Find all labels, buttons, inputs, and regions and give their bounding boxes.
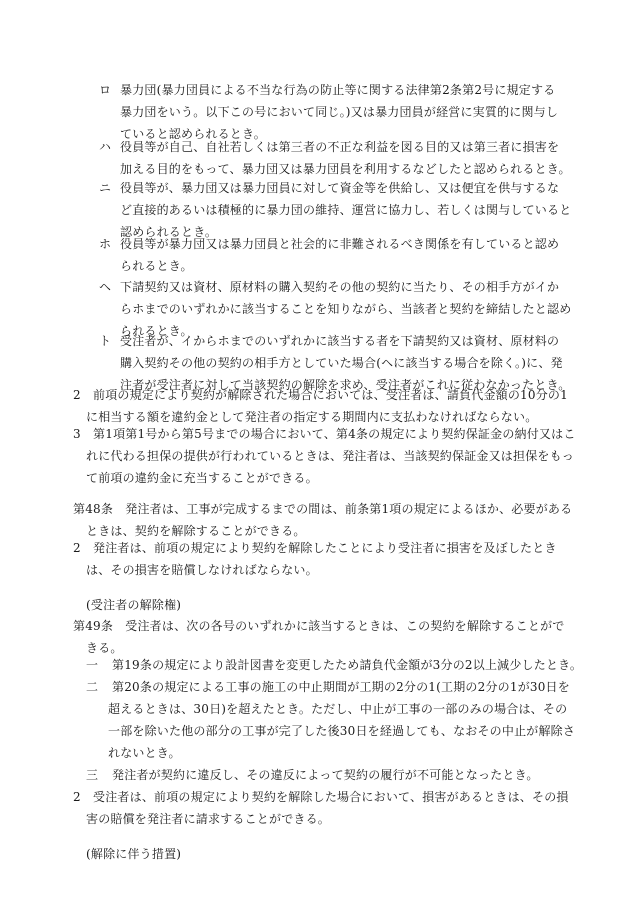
item-text-line: 発注者が契約に違反し、その違反によって契約の履行が不可能となったとき。	[112, 768, 539, 782]
item-text-line: 受注者が、イからホまでのいずれかに該当する者を下請契約又は資材、原材料の	[120, 334, 560, 348]
article-line: 第49条 受注者は、次の各号のいずれかに該当するときは、この契約を解除することがで	[73, 619, 565, 633]
paragraph-line: 害の賠償を発注者に請求することができる。	[86, 812, 331, 826]
item-label: ホ	[99, 237, 112, 251]
item-label: ニ	[99, 181, 112, 195]
item-text-line: 暴力団をいう。以下この号において同じ。)又は暴力団員が経営に実質的に関与し	[120, 105, 559, 119]
item-label: 一	[86, 658, 99, 672]
item-text-line: 一部を除いた他の部分の工事が完了した後30日を経過しても、なおその中止が解除さ	[108, 724, 576, 738]
paragraph-line: 2 発注者は、前項の規定により契約を解除したことにより受注者に損害を及ぼしたとき	[73, 541, 557, 555]
item-label: ロ	[99, 83, 112, 97]
item-text-line: 注者が受注者に対して当該契約の解除を求め、受注者がこれに従わなかったとき。	[120, 378, 571, 392]
paragraph-line: 2 受注者は、前項の規定により契約を解除した場合において、損害があるときは、その損	[73, 790, 569, 804]
item-label: 三	[86, 768, 99, 782]
item-text-line: 加える目的をもって、暴力団又は暴力団員を利用するなどしたと認められるとき。	[120, 162, 571, 176]
item-text-line: 暴力団(暴力団員による不当な行為の防止等に関する法律第2条第2号に規定する	[120, 83, 556, 97]
item-label: 二	[86, 680, 99, 694]
article-line: きる。	[86, 641, 123, 655]
item-text-line: 役員等が自己、自社若しくは第三者の不正な利益を図る目的又は第三者に損害を	[120, 140, 560, 154]
item-text-line: らホまでのいずれかに該当することを知りながら、当該者と契約を締結したと認め	[120, 302, 572, 316]
item-text-line: ど直接的あるいは積極的に暴力団の維持、運営に協力し、若しくは関与していると	[120, 203, 572, 217]
paragraph-line: に相当する額を違約金として発注者の指定する期間内に支払わなければならない。	[86, 410, 538, 424]
item-text-line: 役員等が暴力団又は暴力団員と社会的に非難されるべき関係を有していると認め	[120, 237, 560, 251]
section-heading: (解除に伴う措置)	[86, 847, 182, 861]
item-text-line: れないとき。	[108, 746, 181, 760]
item-text-line: 役員等が、暴力団又は暴力団員に対して資金等を供給し、又は便宜を供与するな	[120, 181, 560, 195]
item-label: ト	[99, 334, 112, 348]
item-text-line: 認められるとき。	[120, 225, 218, 239]
article-line: 第48条 発注者は、工事が完成するまでの間は、前条第1項の規定によるほか、必要がある	[73, 502, 573, 516]
item-text-line: ていると認められるとき。	[120, 127, 266, 141]
item-label: ハ	[99, 140, 112, 154]
article-line: ときは、契約を解除することができる。	[86, 524, 306, 538]
item-text-line: られるとき。	[120, 324, 193, 338]
item-text-line: 超えるときは、30日)を超えたとき。ただし、中止が工事の一部のみの場合は、その	[108, 702, 568, 716]
paragraph-line: 2 前項の規定により契約が解除された場合においては、受注者は、請負代金額の10分の1	[73, 388, 568, 402]
item-text-line: 第19条の規定により設計図書を変更したため請負代金額が3分の2以上減少したとき。	[112, 658, 583, 672]
item-text-line: られるとき。	[120, 259, 193, 273]
paragraph-line: て前項の違約金に充当することができる。	[86, 471, 318, 485]
paragraph-line: は、その損害を賠償しなければならない。	[86, 563, 318, 577]
item-text-line: 第20条の規定による工事の施工の中止期間が工期の2分の1(工期の2分の1が30日を	[112, 680, 570, 694]
item-text-line: 購入契約その他の契約の相手方としていた場合(ヘに該当する場合を除く。)に、発	[120, 356, 563, 370]
section-heading: (受注者の解除権)	[86, 598, 182, 612]
item-text-line: 下請契約又は資材、原材料の購入契約その他の契約に当たり、その相手方がイか	[120, 280, 560, 294]
paragraph-line: 3 第1項第1号から第5号までの場合において、第4条の規定により契約保証金の納付又はこ	[73, 427, 576, 441]
paragraph-line: れに代わる担保の提供が行われているときは、発注者は、当該契約保証金又は担保をもっ	[86, 449, 575, 463]
item-label: ヘ	[99, 280, 112, 294]
